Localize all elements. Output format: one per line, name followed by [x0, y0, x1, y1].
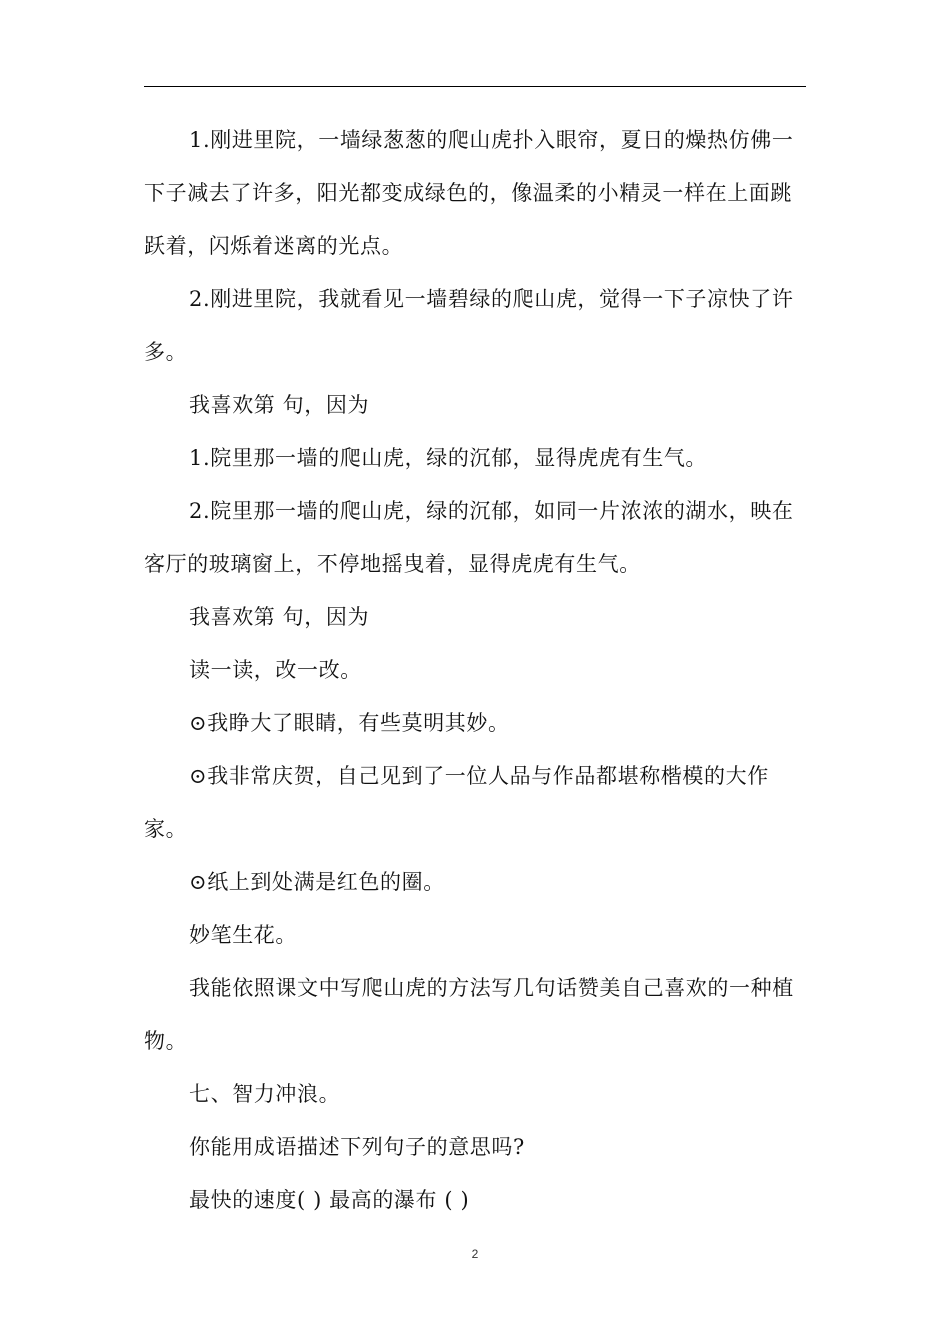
paragraph: 1.院里那一墙的爬山虎，绿的沉郁，显得虎虎有生气。 — [189, 446, 708, 470]
paragraph: 读一读，改一改。 — [189, 658, 362, 682]
paragraph: 我喜欢第 句，因为 — [189, 605, 370, 629]
paragraph: 最快的速度( ) 最高的瀑布 ( ) — [189, 1188, 470, 1212]
paragraph: 七、智力冲浪。 — [189, 1082, 341, 1106]
paragraph: ⊙我非常庆贺，自己见到了一位人品与作品都堪称楷模的大作家。 — [144, 764, 769, 841]
paragraph: 2.刚进里院，我就看见一墙碧绿的爬山虎，觉得一下子凉快了许多。 — [144, 287, 794, 364]
paragraph: 1.刚进里院，一墙绿葱葱的爬山虎扑入眼帘，夏日的燥热仿佛一下子减去了许多，阳光都变成绿色的，像温柔的小精灵一样在上面跳跃着，闪烁着迷离的光点。 — [144, 128, 794, 258]
paragraph: ⊙纸上到处满是红色的圈。 — [189, 870, 445, 894]
paragraph: 我喜欢第 句，因为 — [189, 393, 370, 417]
document-body — [144, 114, 806, 1227]
page-number: 2 — [471, 1247, 479, 1261]
paragraph: 你能用成语描述下列句子的意思吗? — [189, 1135, 525, 1159]
paragraph: ⊙我睁大了眼睛，有些莫明其妙。 — [189, 711, 510, 735]
paragraph: 妙笔生花。 — [189, 923, 297, 947]
paragraph: 我能依照课文中写爬山虎的方法写几句话赞美自己喜欢的一种植物。 — [144, 976, 794, 1053]
header-rule — [144, 86, 806, 87]
paragraph: 2.院里那一墙的爬山虎，绿的沉郁，如同一片浓浓的湖水，映在客厅的玻璃窗上，不停地摇曳着，显得虎虎有生气。 — [144, 499, 794, 576]
